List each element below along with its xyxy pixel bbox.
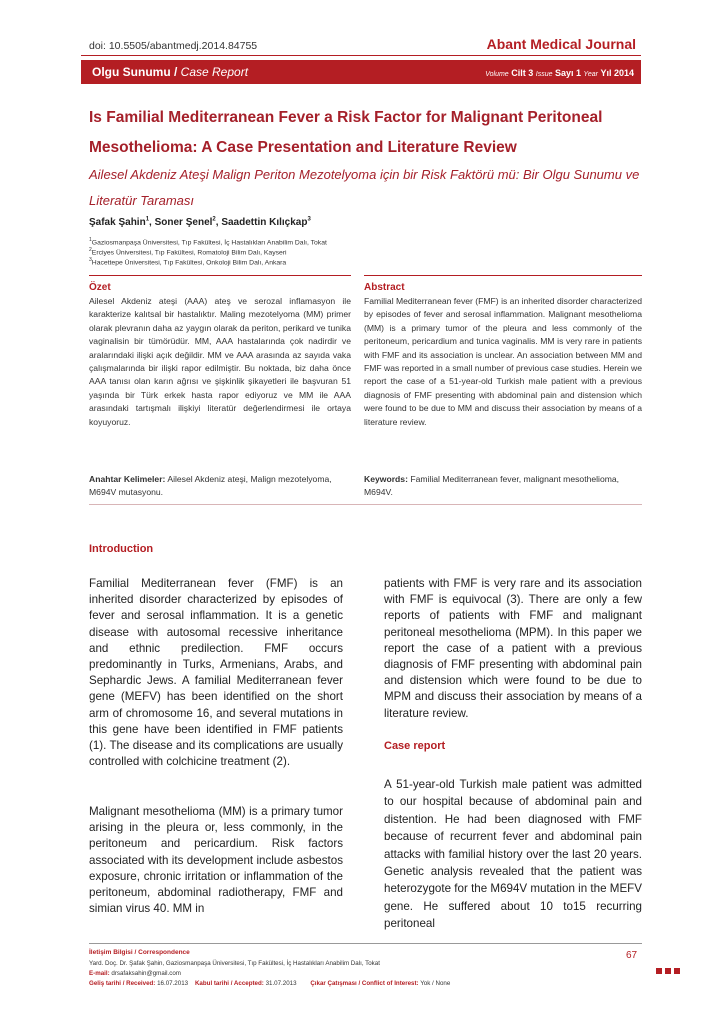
decorative-square	[674, 968, 680, 974]
year-label: Year	[583, 71, 598, 78]
introduction-paragraph-3: patients with FMF is very rare and its association with FMF is equivocal (3). There are only a few reports of patients with FMF and malignant peritoneal mesothelioma (MPM). In this paper we report the case of a patient with a previous diagnosis of FMF presenting with abdominal pain and distension which were found to be due to MPM and discuss their association by means of a literature review.	[384, 577, 642, 720]
year-value: Yıl 2014	[600, 68, 634, 78]
header-divider	[81, 55, 641, 56]
keywords-tr: Anahtar Kelimeler: Ailesel Akdeniz ateşi, Malign mezotelyoma, M694V mutasyonu.	[89, 474, 332, 498]
doi-link[interactable]: doi: 10.5505/abantmedj.2014.84755	[89, 40, 258, 52]
correspondence-email: E-mail: drsafaksahin@gmail.com	[89, 970, 181, 977]
issue-value: Sayı 1	[555, 68, 582, 78]
introduction-heading: Introduction	[89, 543, 154, 555]
decorative-square	[665, 968, 671, 974]
decorative-square	[656, 968, 662, 974]
author: Saadettin Kılıçkap$^3$	[221, 217, 311, 229]
article-type	[92, 65, 248, 79]
issue-info	[485, 68, 634, 78]
abstract-en-divider	[364, 275, 642, 276]
case-report-paragraph: A 51-year-old Turkish male patient was admitted to our hospital because of abdominal pain and distention. He had been diagnosed with FMF because of recurrent fever and abdominal pain attacks with familial history over the last 20 years. Genetic analysis revealed that the patient was heterozygote for the M694V mutation in the MEFV gene. He suffered about 10 to15 recurring peritoneal	[384, 778, 642, 931]
issue-label: Issue	[535, 71, 553, 78]
affiliation: $^1$Gaziosmanpaşa Üniversitesi, Tıp Fakültesi, İç Hastalıkları Anabilim Dalı, Tokat	[89, 237, 327, 247]
affiliation: $^3$Hacettepe Üniversitesi, Tıp Fakültesi, Onkoloji Bilim Dalı, Ankara	[89, 257, 287, 267]
author: Şafak Şahin$^1$,	[89, 217, 155, 229]
abstract-tr-text: Ailesel Akdeniz ateşi (AAA) ateş ve serozal inflamasyon ile karakterize kalıtsal bir hastalıktır. Maling mezotelyoma (MM) primer olarak plevranın daha az yaygın olarak da periton, perikard ve tunika vaginalisin bir tümörüdür. MM, AAA hastalarında çok nadirdir ve aralarındaki ilişki açık değildir. MM ve AAA arasında az sayıda vaka çalışmalarında bir ilişki rapor edilmiştir. Bu noktada, biz daha önce AAA tanısı olan karın ağrısı ve şişkinlik şikayetleri ile başvuran 51 yaşında bir Türk erkek hasta rapor ediyoruz ve MM ile AAA arasındaki tartışmalı ilişkiyi literatür değerlendirmesi ile ortaya koyuyoruz.	[89, 296, 351, 427]
abstract-tr-heading: Özet	[89, 282, 111, 293]
email-link[interactable]: drsafaksahin@gmail.com	[111, 970, 181, 977]
article-type-en: Case Report	[180, 65, 249, 79]
case-report-heading: Case report	[384, 740, 446, 752]
correspondence-address: Yard. Doç. Dr. Şafak Şahin, Gaziosmanpaşa Üniversitesi, Tıp Fakültesi, İç Hastalıkları Anabilim Dalı, Tokat	[89, 960, 380, 967]
journal-name: Abant Medical Journal	[486, 36, 636, 52]
author: Soner Şenel$^2$,	[154, 217, 222, 229]
article-type-tr: Olgu Sunumu /	[92, 65, 178, 79]
page-number: 67	[626, 950, 638, 961]
footer-divider	[89, 943, 642, 944]
introduction-paragraph-1: Familial Mediterranean fever (FMF) is an inherited disorder characterized by episodes of fever and serosal inflammation. It is a genetic disease with autosomal recessive inheritance and ethnic predilection. FMF occurs predominantly in Turks, Armenians, Arabs, and Sephardic Jews. A familial Mediterranean fever gene (MEFV) has been identified on the short arm of chromosome 16, and several mutations in this gene have been identified in FMF patients (1). The disease and its complications are usually controlled with colchicine treatment (2).	[89, 577, 343, 769]
abstract-bottom-divider	[89, 504, 642, 505]
article-title-turkish: Ailesel Akdeniz Ateşi Malign Periton Mezotelyoma için bir Risk Faktörü mü: Bir Olgu Sunumu ve Literatür Taraması	[89, 167, 640, 208]
article-dates: Geliş tarihi / Received: 16.07.2013 Kabul tarihi / Accepted: 31.07.2013 Çıkar Çatışması / Conflict of Interest: Yok / None	[89, 980, 451, 987]
author-list	[89, 217, 311, 228]
volume-label: Volume	[485, 71, 509, 78]
introduction-paragraph-2: Malignant mesothelioma (MM) is a primary tumor arising in the pleura or, less commonly, in the peritoneum and pericardium. Risk factors associated with its development include asbestos exposure, chronic irritation or inflammation of the peritoneum, abdominal radiotherapy, FMF and simian virus 40. MM in	[89, 805, 343, 916]
abstract-en-text: Familial Mediterranean fever (FMF) is an inherited disorder characterized by episodes of fever and serosal inflammation. Malignant mesothelioma (MM) is a primary tumor of the pleura and less commonly of the peritoneum, pericardium and tunica vaginalis. MM is very rare in patients with FMF and its association is unclear. An association between MM and FMF was reported in a small number of previous case studies. Herein we report the case of a 51-year-old Turkish male patient with a previous diagnosis of FMF presenting with abdominal pain and distension which were found to be due to MM and discuss their association by means of a literature review.	[364, 296, 642, 427]
abstract-tr-divider	[89, 275, 351, 276]
affiliation: $^2$Erciyes Üniversitesi, Tıp Fakültesi, Romatoloji Bilim Dalı, Kayseri	[89, 247, 287, 257]
correspondence-heading: İletişim Bilgisi / Correspondence	[89, 949, 190, 956]
abstract-en-heading: Abstract	[364, 282, 405, 293]
keywords-en: Keywords: Familial Mediterranean fever, malignant mesothelioma, M694V.	[364, 474, 620, 498]
volume-value: Cilt 3	[511, 68, 534, 78]
article-title: Is Familial Mediterranean Fever a Risk Factor for Malignant Peritoneal Mesothelioma: A Case Presentation and Literature Review	[89, 109, 603, 156]
